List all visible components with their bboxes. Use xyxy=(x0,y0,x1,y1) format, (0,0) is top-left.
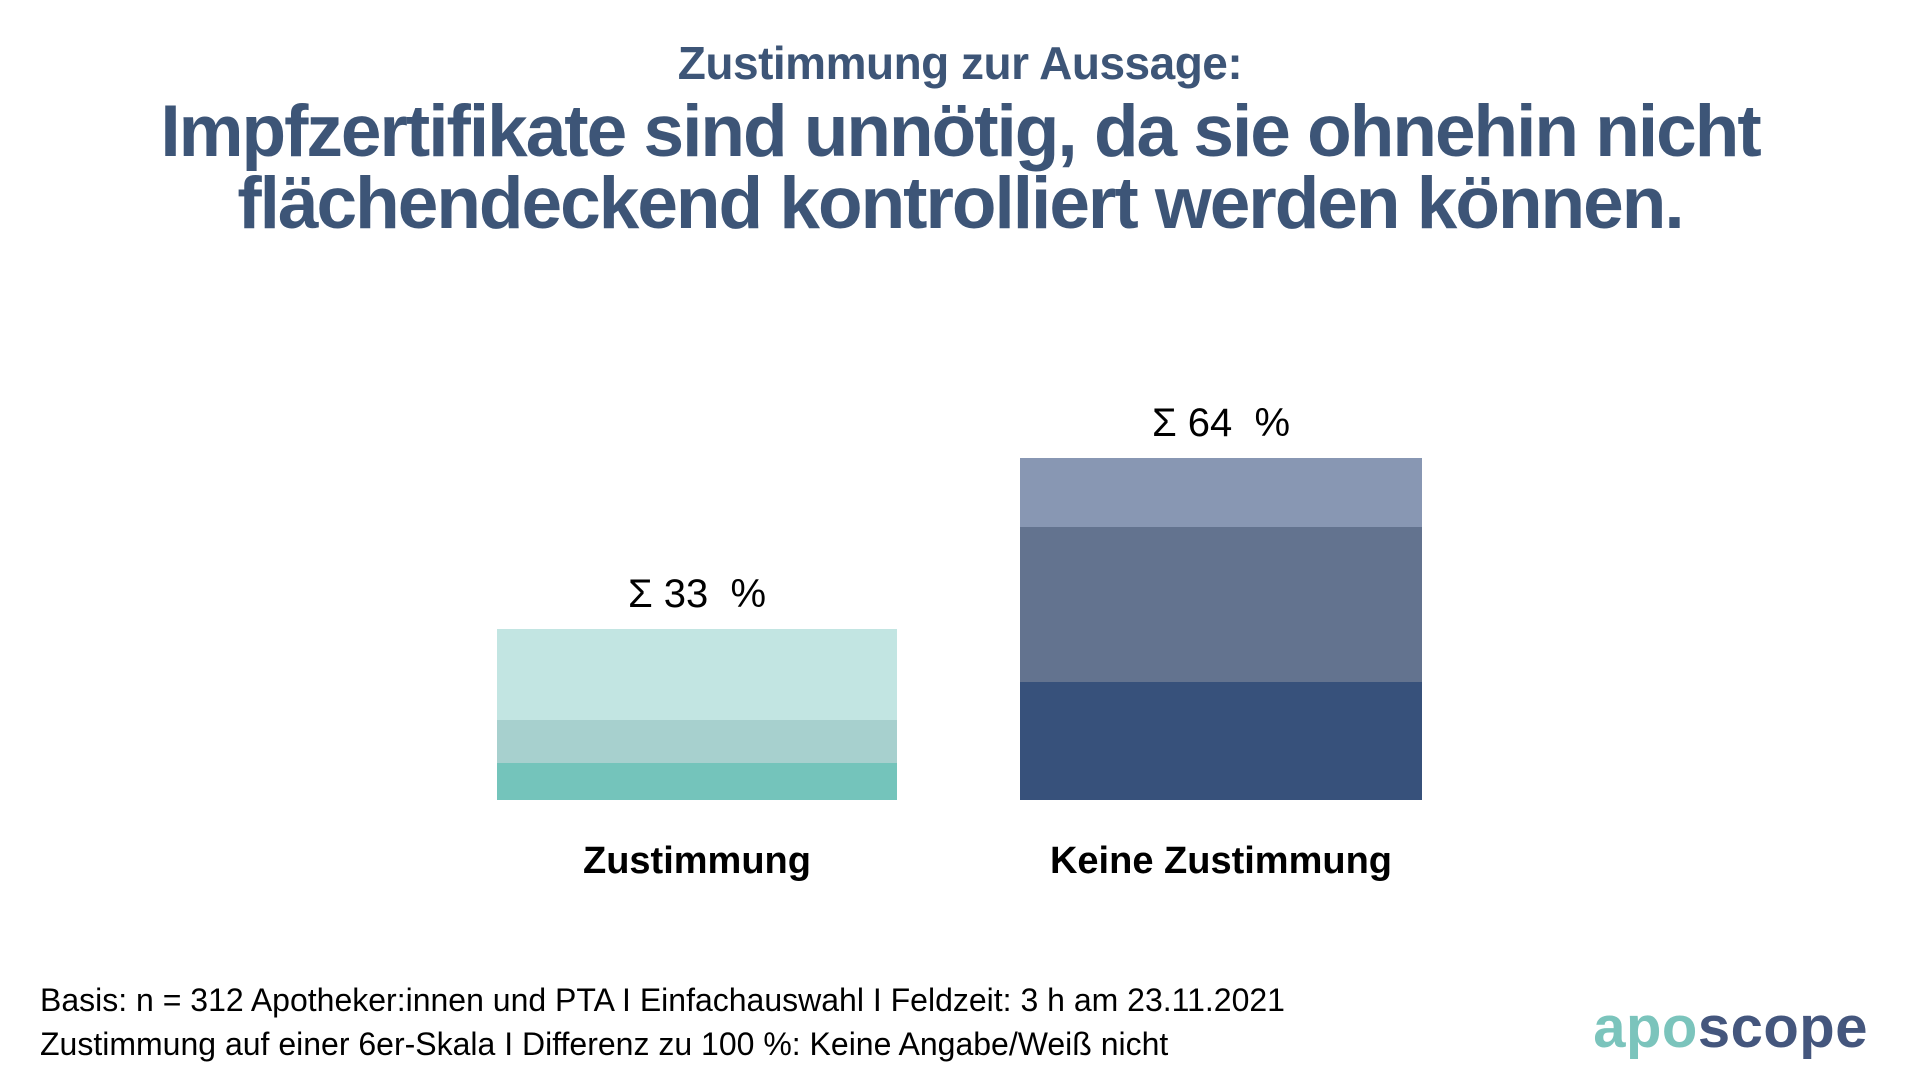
chart-title-line-1: Impfzertifikate sind unnötig, da sie ohnehin nicht xyxy=(160,91,1760,172)
aposcope-logo-scope: scope xyxy=(1697,995,1868,1060)
bar-group-zustimmung xyxy=(497,572,897,800)
source-note xyxy=(40,978,1285,1066)
bar-segment xyxy=(497,763,897,800)
category-label-keine-zustimmung: Keine Zustimmung xyxy=(1049,840,1393,882)
bar-segment xyxy=(1020,458,1422,528)
bar-group-keine-zustimmung xyxy=(1020,401,1422,800)
bar-segment xyxy=(497,720,897,763)
bar-segment xyxy=(497,629,897,720)
sum-label-keine-zustimmung: Σ 64 % xyxy=(1151,400,1291,445)
category-label-zustimmung: Zustimmung xyxy=(583,840,811,882)
bar-stack-zustimmung xyxy=(497,629,897,800)
bar-segment xyxy=(1020,682,1422,800)
sum-label-zustimmung: Σ 33 % xyxy=(627,571,767,616)
chart-kicker: Zustimmung zur Aussage: xyxy=(677,37,1243,89)
bar-segment xyxy=(1020,527,1422,682)
bar-stack-keine-zustimmung xyxy=(1020,458,1422,800)
source-note-line-1: Basis: n = 312 Apotheker:innen und PTA I Einfachauswahl I Feldzeit: 3 h am 23.11.2021 xyxy=(40,982,1285,1018)
aposcope-logo xyxy=(1593,994,1868,1061)
source-note-line-2: Zustimmung auf einer 6er-Skala I Differenz zu 100 %: Keine Angabe/Weiß nicht xyxy=(40,1026,1169,1062)
aposcope-logo-apo: apo xyxy=(1593,995,1698,1060)
chart-title-line-2: flächendeckend kontrolliert werden können. xyxy=(237,163,1683,244)
